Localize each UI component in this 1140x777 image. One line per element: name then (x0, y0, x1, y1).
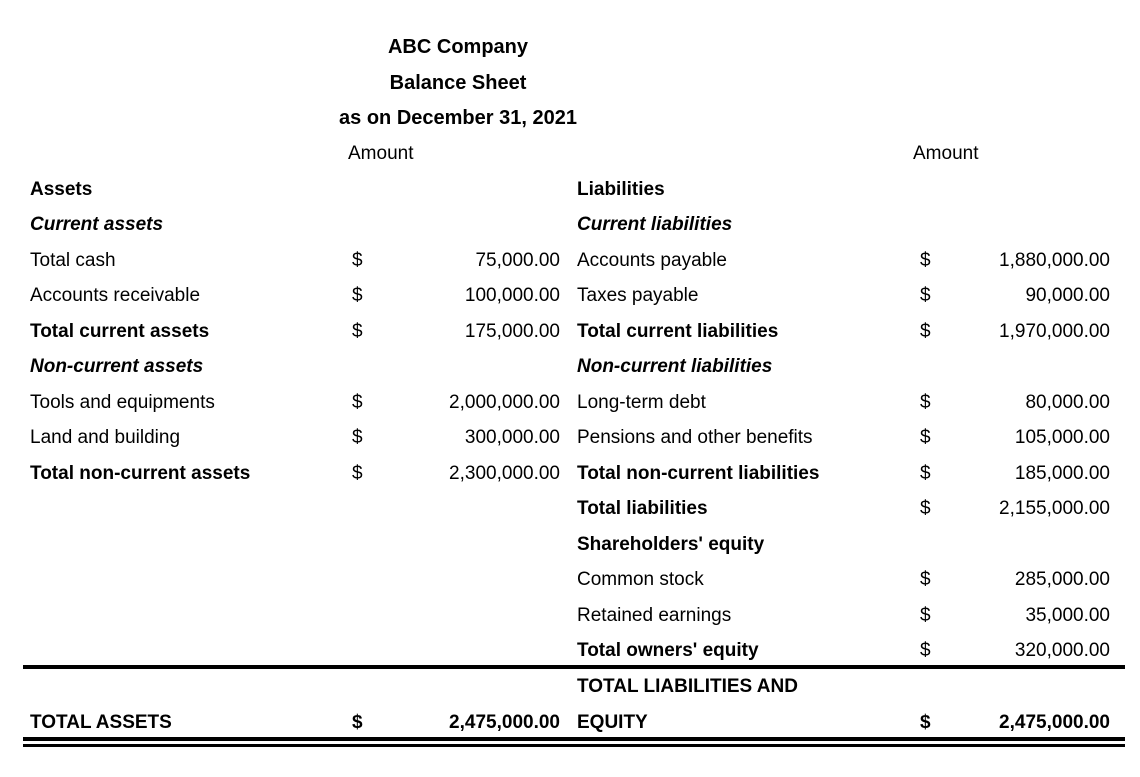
total-current-liabilities-amount: 1,970,000.00 (999, 320, 1110, 342)
title-row-company (0, 30, 1140, 66)
dollar-sign: $ (920, 427, 931, 449)
long-term-debt-amount: 80,000.00 (1025, 391, 1110, 413)
total-non-current-assets-amount: 2,300,000.00 (449, 462, 560, 484)
title-row-date (0, 101, 1140, 137)
current-liabilities-header: Current liabilities (577, 214, 733, 236)
dollar-sign: $ (352, 711, 363, 733)
table-row (0, 279, 1140, 315)
accounts-receivable-amount: 100,000.00 (464, 285, 560, 307)
total-owners-equity-row (0, 634, 1140, 670)
total-liabilities-row (0, 492, 1140, 528)
dollar-sign: $ (352, 462, 363, 484)
liabilities-header: Liabilities (577, 178, 665, 200)
total-current-liabilities-label: Total current liabilities (577, 320, 779, 342)
pensions-benefits-amount: 105,000.00 (1014, 427, 1110, 449)
grand-total-row (0, 669, 1140, 740)
total-liabilities-equity-label: TOTAL LIABILITIES AND EQUITY (577, 676, 798, 733)
dollar-sign: $ (920, 711, 931, 733)
pensions-benefits-label: Pensions and other benefits (577, 427, 813, 449)
table-row (0, 598, 1140, 634)
total-non-current-liabilities-label: Total non-current liabilities (577, 462, 820, 484)
common-stock-amount: 285,000.00 (1014, 569, 1110, 591)
dollar-sign: $ (352, 320, 363, 342)
long-term-debt-label: Long-term debt (577, 391, 706, 413)
land-building-amount: 300,000.00 (464, 427, 560, 449)
shareholders-equity-header: Shareholders' equity (577, 533, 765, 555)
total-liabilities-label: Total liabilities (577, 498, 708, 520)
dollar-sign: $ (920, 320, 931, 342)
total-non-current-assets-label: Total non-current assets (30, 462, 251, 484)
left-amount-header: Amount (348, 143, 414, 165)
dollar-sign: $ (920, 640, 931, 662)
retained-earnings-label: Retained earnings (577, 604, 732, 626)
tools-equipments-label: Tools and equipments (30, 391, 215, 413)
dollar-sign: $ (920, 498, 931, 520)
common-stock-label: Common stock (577, 569, 704, 591)
dollar-sign: $ (352, 285, 363, 307)
total-assets-amount: 2,475,000.00 (449, 711, 560, 733)
total-cash-label: Total cash (30, 249, 116, 271)
non-current-assets-header: Non-current assets (30, 356, 204, 378)
subtotal-row (0, 314, 1140, 350)
total-non-current-liabilities-amount: 185,000.00 (1014, 462, 1110, 484)
tools-equipments-amount: 2,000,000.00 (449, 391, 560, 413)
table-row (0, 243, 1140, 279)
statement-date: as on December 31, 2021 (339, 107, 577, 130)
taxes-payable-label: Taxes payable (577, 285, 699, 307)
dollar-sign: $ (352, 391, 363, 413)
non-current-liabilities-header: Non-current liabilities (577, 356, 773, 378)
current-assets-header: Current assets (30, 214, 164, 236)
accounts-payable-amount: 1,880,000.00 (999, 249, 1110, 271)
title-row-statement (0, 66, 1140, 102)
table-row (0, 563, 1140, 599)
equity-header-row (0, 527, 1140, 563)
dollar-sign: $ (920, 249, 931, 271)
table-row (0, 385, 1140, 421)
taxes-payable-amount: 90,000.00 (1025, 285, 1110, 307)
current-subsection-header-row (0, 208, 1140, 244)
dollar-sign: $ (920, 604, 931, 626)
total-current-assets-amount: 175,000.00 (464, 320, 560, 342)
accounts-payable-label: Accounts payable (577, 249, 727, 271)
total-owners-equity-label: Total owners' equity (577, 640, 759, 662)
statement-title: Balance Sheet (389, 71, 527, 94)
section-header-row (0, 172, 1140, 208)
right-amount-header: Amount (913, 143, 979, 165)
total-liabilities-equity-label-cell (577, 669, 920, 740)
assets-header: Assets (30, 178, 93, 200)
retained-earnings-amount: 35,000.00 (1025, 604, 1110, 626)
dollar-sign: $ (920, 391, 931, 413)
total-assets-label: TOTAL ASSETS (30, 711, 172, 733)
accounts-receivable-label: Accounts receivable (30, 285, 201, 307)
dollar-sign: $ (920, 285, 931, 307)
amount-header-row (0, 137, 1140, 173)
total-cash-amount: 75,000.00 (475, 249, 560, 271)
dollar-sign: $ (920, 462, 931, 484)
total-liabilities-equity-amount: 2,475,000.00 (999, 711, 1110, 733)
dollar-sign: $ (352, 249, 363, 271)
subtotal-row (0, 456, 1140, 492)
table-row (0, 421, 1140, 457)
single-rule-divider (23, 665, 1125, 669)
total-current-assets-label: Total current assets (30, 320, 210, 342)
total-liabilities-amount: 2,155,000.00 (999, 498, 1110, 520)
dollar-sign: $ (920, 569, 931, 591)
dollar-sign: $ (352, 427, 363, 449)
total-owners-equity-amount: 320,000.00 (1014, 640, 1110, 662)
land-building-label: Land and building (30, 427, 181, 449)
double-rule-divider (23, 737, 1125, 747)
company-name: ABC Company (387, 36, 528, 59)
non-current-subsection-header-row (0, 350, 1140, 386)
